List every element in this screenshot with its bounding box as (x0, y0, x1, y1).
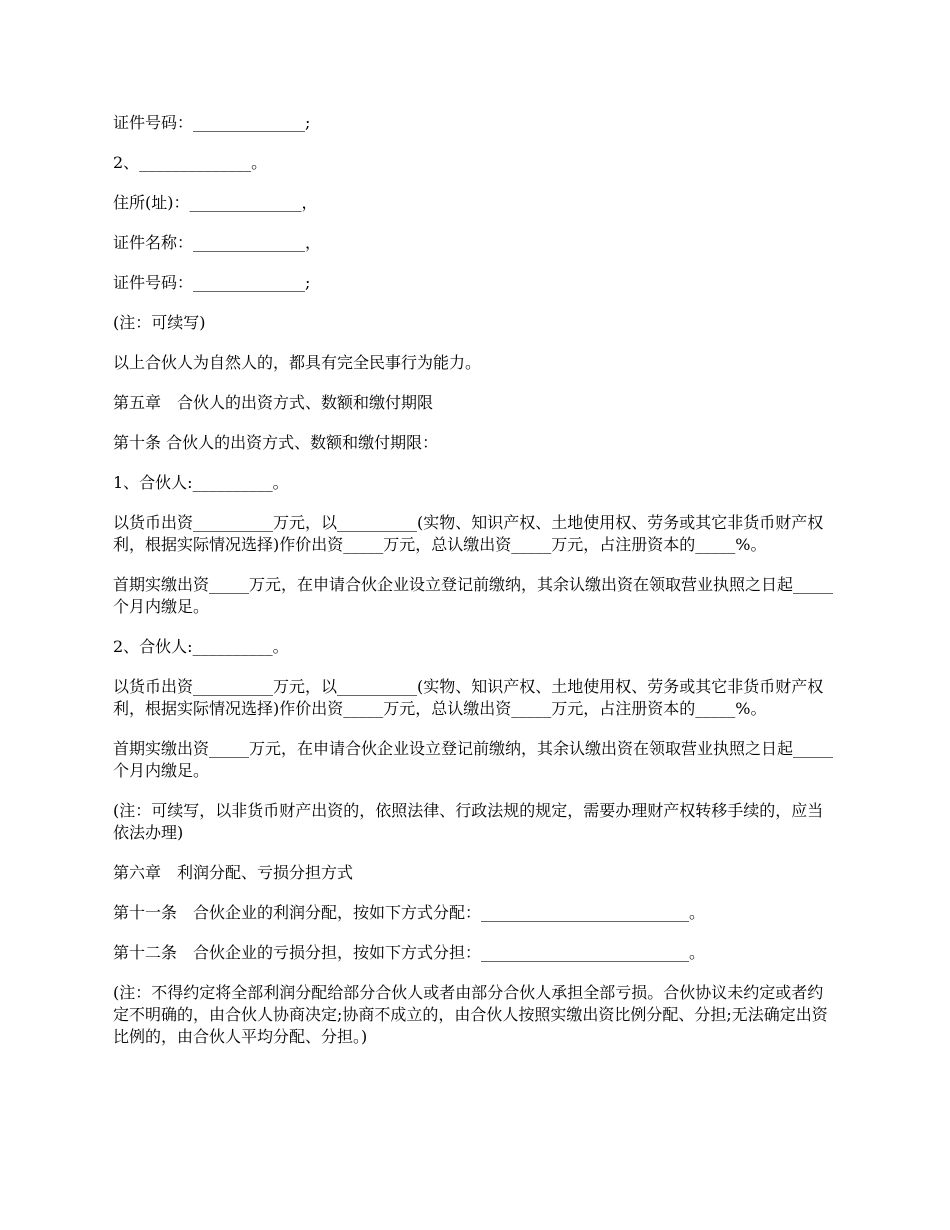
address-line: 住所(址)：______________， (113, 193, 318, 212)
document-body (113, 112, 835, 1066)
note-continue: (注：可续写) (113, 313, 206, 332)
partner-2-contribution: 以货币出资__________万元，以__________(实物、知识产权、土地使用权、劳务或其它非货币财产权利，根据实际情况选择)作价出资_____万元，总认缴出资_____万元，占注册资本的_____%。 (113, 677, 824, 718)
article-10-heading: 第十条 合伙人的出资方式、数额和缴付期限： (113, 433, 439, 452)
id-number-line-1: 证件号码：______________; (113, 113, 311, 132)
chapter-5-heading: 第五章 合伙人的出资方式、数额和缴付期限 (113, 393, 434, 412)
capacity-statement: 以上合伙人为自然人的，都具有完全民事行为能力。 (113, 353, 482, 372)
partner-2-contribution-heading: 2、合伙人:__________。 (113, 637, 289, 656)
chapter-6-heading: 第六章 利润分配、亏损分担方式 (113, 863, 354, 882)
note-non-monetary: (注：可续写，以非货币财产出资的，依照法律、行政法规的规定，需要办理财产权转移手续的，应当依法办理) (113, 801, 824, 842)
partner-2-first-payment: 首期实缴出资_____万元，在申请合伙企业设立登记前缴纳，其余认缴出资在领取营业执照之日起_____个月内缴足。 (113, 739, 834, 780)
note-profit-loss: (注：不得约定将全部利润分配给部分合伙人或者由部分合伙人承担全部亏损。合伙协议未约定或者约定不明确的，由合伙人协商决定;协商不成立的，由合伙人按照实缴出资比例分配、分担;无法确定出资比例的，由合伙人平均分配、分担。) (113, 983, 828, 1046)
partner-1-first-payment: 首期实缴出资_____万元，在申请合伙企业设立登记前缴纳，其余认缴出资在领取营业执照之日起_____个月内缴足。 (113, 575, 834, 616)
article-11-line: 第十一条 合伙企业的利润分配，按如下方式分配：__________________________。 (113, 903, 706, 922)
article-12-line: 第十二条 合伙企业的亏损分担，按如下方式分担：__________________________。 (113, 943, 706, 962)
id-type-line: 证件名称：______________， (113, 233, 322, 252)
partner-2-line: 2、______________。 (113, 153, 268, 172)
partner-1-line: 1、合伙人:__________。 (113, 473, 289, 492)
id-number-line-2: 证件号码：______________; (113, 273, 311, 292)
partner-1-contribution: 以货币出资__________万元，以__________(实物、知识产权、土地使用权、劳务或其它非货币财产权利，根据实际情况选择)作价出资_____万元，总认缴出资_____万元，占注册资本的_____%。 (113, 513, 824, 554)
